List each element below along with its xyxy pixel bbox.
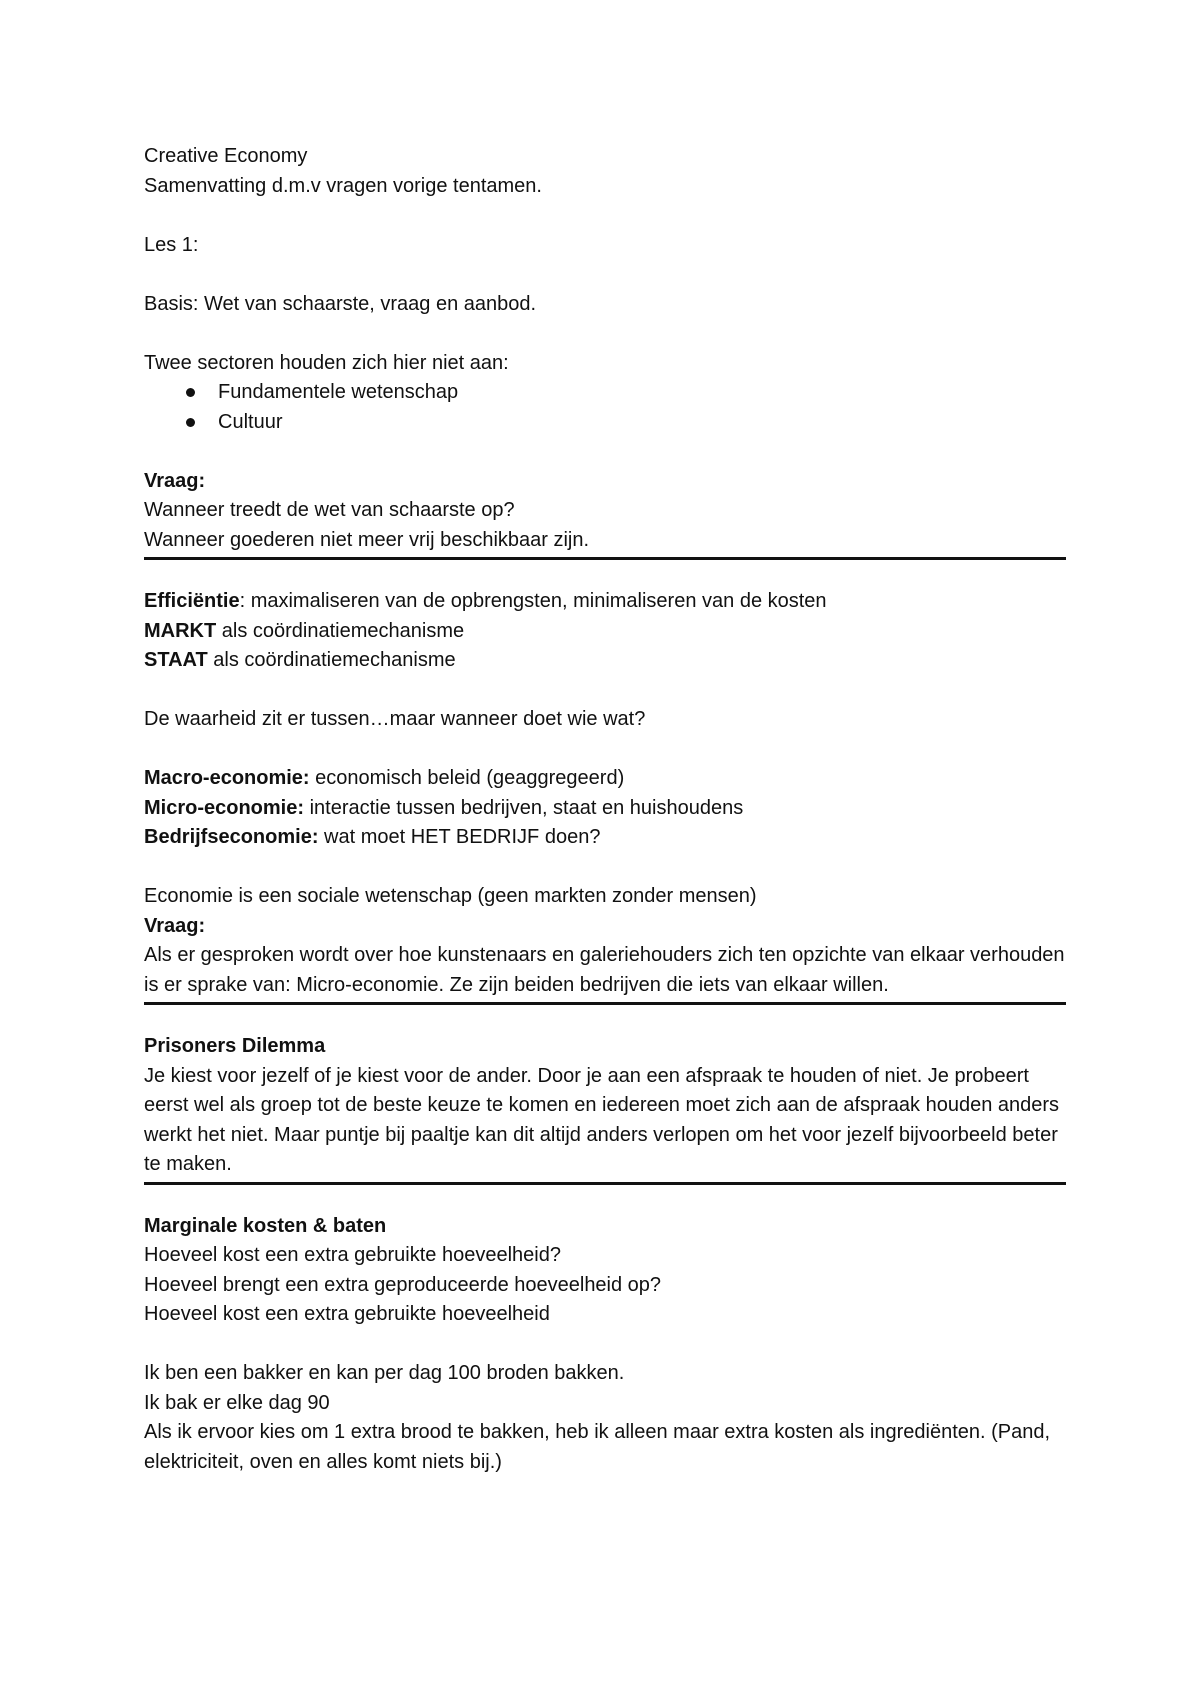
sector-label: Fundamentele wetenschap xyxy=(218,381,459,403)
micro-line xyxy=(144,794,1066,824)
staat-text: als coördinatiemechanisme xyxy=(207,649,456,671)
staat-label: STAAT xyxy=(144,649,208,671)
marginale-question-2: Hoeveel brengt een extra geproduceerde hoeveelheid op? xyxy=(144,1273,662,1296)
micro-label: Micro-economie: xyxy=(144,796,305,819)
sector-label: Cultuur xyxy=(218,410,283,433)
marginale-heading: Marginale kosten & baten xyxy=(144,1214,387,1237)
prisoners-paragraph: Je kiest voor jezelf of je kiest voor de ander. Door je aan een afspraak te houden of niet. Je probeert eerst wel als groep tot de beste keuze te komen en iedereen moet zich aan de afspraak houden anders werkt het niet. Maar puntje bij paaltje kan dit altijd anders verlopen om het voor jezelf bijvoorbeeld beter te maken. xyxy=(144,1064,1065,1175)
bakker-line-2: Ik bak er elke dag 90 xyxy=(144,1391,330,1414)
efficiency-line xyxy=(144,587,1066,617)
document-page xyxy=(144,142,1071,1477)
bedrijf-line xyxy=(144,823,1066,853)
sociale-line: Economie is een sociale wetenschap (geen markten zonder mensen) xyxy=(144,885,757,907)
sectors-list xyxy=(144,378,1066,437)
micro-text: interactie tussen bedrijven, staat en huishoudens xyxy=(304,796,744,819)
les1-heading: Les 1: xyxy=(144,233,199,256)
vraag-label: Vraag: xyxy=(144,469,206,492)
vraag-label: Vraag: xyxy=(144,914,206,937)
bakker-line-1: Ik ben een bakker en kan per dag 100 broden bakken. xyxy=(144,1362,625,1384)
efficiency-text: : maximaliseren van de opbrengsten, minimaliseren van de kosten xyxy=(239,590,827,612)
marginale-question-3: Hoeveel kost een extra gebruikte hoeveelheid xyxy=(144,1303,550,1325)
bakker-line-3: Als ik ervoor kies om 1 extra brood te bakken, heb ik alleen maar extra kosten als ingrediënten. (Pand, elektriciteit, oven en alles komt niets bij.) xyxy=(144,1421,1056,1473)
staat-line xyxy=(144,646,1066,676)
vraag-question: Wanneer treedt de wet van schaarste op? xyxy=(144,499,515,521)
markt-label: MARKT xyxy=(144,619,217,642)
list-item xyxy=(144,408,1066,438)
marginale-question-1: Hoeveel kost een extra gebruikte hoeveelheid? xyxy=(144,1244,561,1266)
markt-text: als coördinatiemechanisme xyxy=(216,619,465,642)
les1-basis: Basis: Wet van schaarste, vraag en aanbod. xyxy=(144,292,537,315)
markt-line xyxy=(144,617,1066,647)
waarheid-line: De waarheid zit er tussen…maar wanneer doet wie wat? xyxy=(144,708,646,730)
bedrijf-text: wat moet HET BEDRIJF doen? xyxy=(318,826,601,848)
bullet-icon xyxy=(186,418,195,427)
bedrijf-label: Bedrijfseconomie: xyxy=(144,826,319,848)
document-title: Creative Economy xyxy=(144,145,308,167)
macro-label: Macro-economie: xyxy=(144,767,310,789)
sectors-intro: Twee sectoren houden zich hier niet aan: xyxy=(144,351,509,374)
list-item xyxy=(144,378,1066,408)
document-subtitle: Samenvatting d.m.v vragen vorige tentamen. xyxy=(144,174,542,197)
vraag-answer: Wanneer goederen niet meer vrij beschikbaar zijn. xyxy=(144,528,590,551)
efficiency-label: Efficiëntie xyxy=(144,590,240,612)
bullet-icon xyxy=(186,388,195,397)
prisoners-heading: Prisoners Dilemma xyxy=(144,1035,326,1057)
macro-text: economisch beleid (geaggregeerd) xyxy=(309,767,625,789)
vraag-paragraph: Als er gesproken wordt over hoe kunstenaars en galeriehouders zich ten opzichte van elkaar verhouden is er sprake van: Micro-economie. Ze zijn beiden bedrijven die iets van elkaar willen. xyxy=(144,944,1071,996)
macro-line xyxy=(144,764,1066,794)
